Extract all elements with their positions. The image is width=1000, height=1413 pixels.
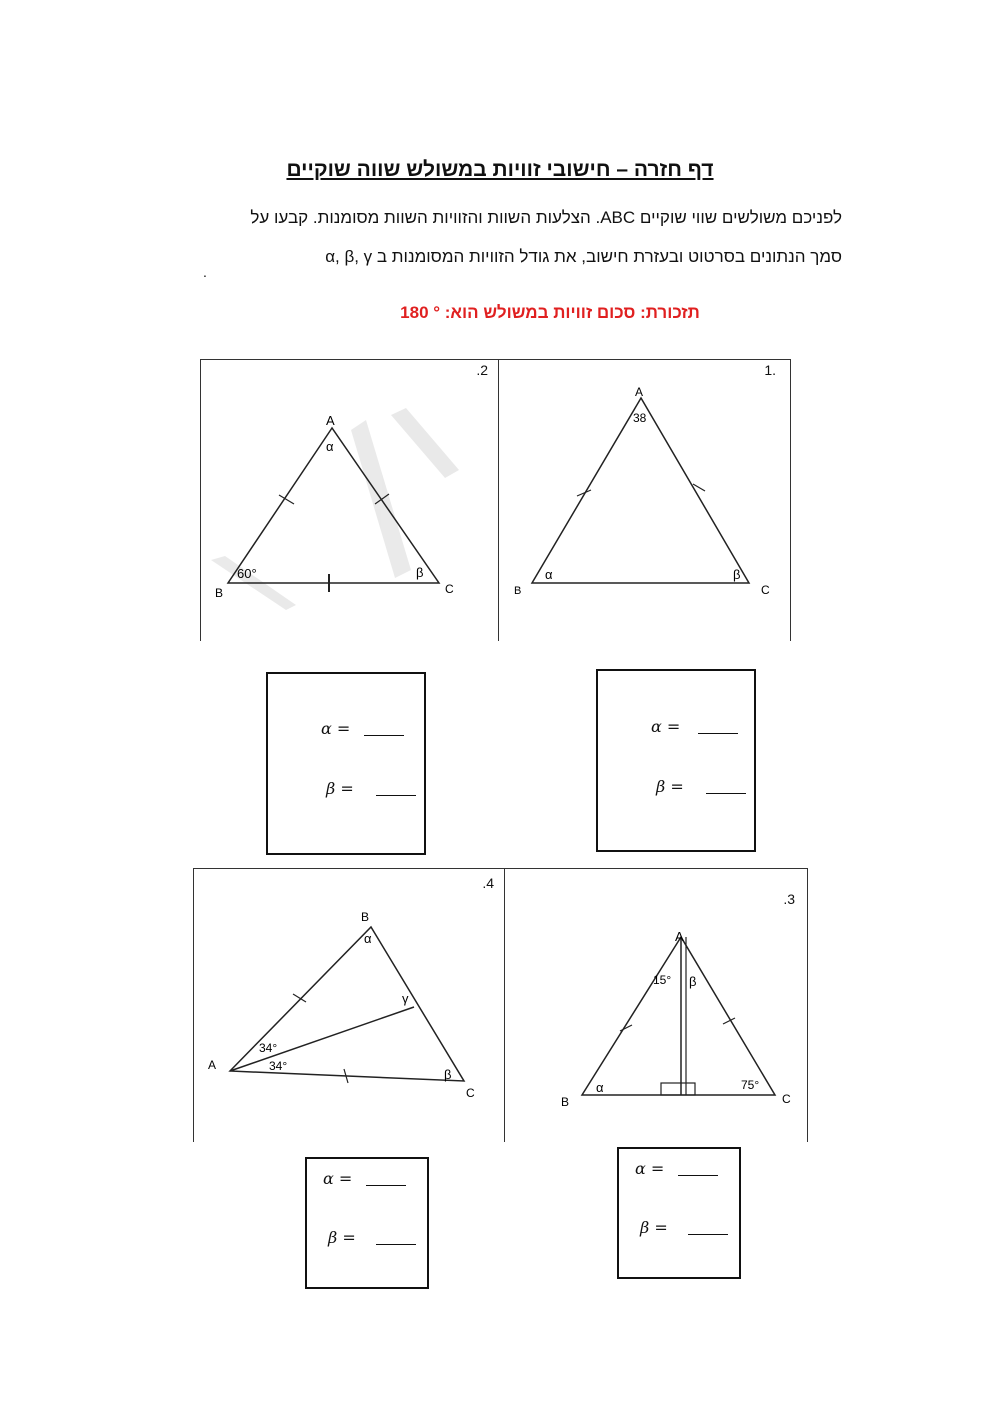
problem-3-answer-box[interactable] (617, 1147, 741, 1279)
beta-label: β = (640, 1218, 668, 1237)
vertex-b-label: B (514, 585, 522, 597)
alpha-blank[interactable] (364, 734, 404, 736)
problem-4-diagram (194, 869, 506, 1143)
vertex-b-label: B (361, 910, 370, 924)
vertex-a-label: A (635, 385, 644, 399)
beta-label: β = (328, 1228, 356, 1247)
left-angle-label: α (545, 567, 553, 582)
problem-3-panel (504, 868, 808, 1142)
beta-blank[interactable] (376, 1243, 416, 1245)
apex-angle-label: 38 (633, 411, 647, 425)
vertex-c-label: C (782, 1092, 791, 1106)
problem-1-diagram (499, 360, 792, 642)
reminder-text: תזכורת: סכום זוויות במשולש הוא: ° 180 (400, 303, 700, 322)
problem-4-panel (193, 868, 505, 1142)
vertex-c-label: C (466, 1086, 475, 1100)
problem-4-number: .4 (482, 875, 494, 891)
problem-2-panel (200, 359, 499, 641)
alpha-blank[interactable] (698, 732, 738, 734)
apex-angle-label: α (326, 439, 334, 454)
beta-answer-row[interactable] (328, 1228, 416, 1247)
alpha-answer-row[interactable] (635, 1159, 718, 1178)
gamma-angle-label: γ (402, 991, 409, 1006)
instructions-line-1: לפניכם משולשים שווי שוקיים ABC. הצלעות השוות והזוויות השוות מסומנות. קבעו על (250, 208, 842, 227)
problem-1-answer-box[interactable] (596, 669, 756, 852)
right-angle-label: β (416, 565, 424, 580)
alpha-label: α = (635, 1159, 665, 1178)
c-angle-label: β (444, 1067, 452, 1082)
beta-label: β = (326, 779, 354, 798)
vertex-a-label: A (326, 413, 335, 428)
alpha-answer-row[interactable] (323, 1169, 406, 1188)
vertex-a-label: A (208, 1058, 217, 1072)
alpha-label: α = (651, 717, 681, 736)
problem-3-diagram (505, 869, 809, 1143)
left-angle-label: 60° (237, 566, 257, 581)
beta-answer-row[interactable] (326, 779, 416, 798)
apex-left-angle-label: 15° (653, 973, 672, 987)
lower-34-angle-label: 34° (269, 1059, 288, 1073)
beta-answer-row[interactable] (640, 1218, 728, 1237)
problem-3-number: .3 (783, 891, 795, 907)
alpha-answer-row[interactable] (651, 717, 738, 736)
alpha-label: α = (323, 1169, 353, 1188)
problem-1-number: 1. (764, 362, 776, 378)
stray-dot: . (203, 264, 207, 280)
vertex-c-label: C (761, 583, 770, 597)
beta-answer-row[interactable] (656, 777, 746, 796)
problem-4-answer-box[interactable] (305, 1157, 429, 1289)
problem-2-diagram (201, 360, 500, 642)
b-angle-label: α (364, 931, 372, 946)
beta-blank[interactable] (706, 792, 746, 794)
worksheet-title: דף חזרה – חישובי זוויות במשולש שווה שוקיים (286, 158, 714, 181)
alpha-blank[interactable] (678, 1174, 718, 1176)
right-angle-label: β (733, 567, 741, 582)
beta-blank[interactable] (376, 794, 416, 796)
left-angle-label: α (596, 1080, 604, 1095)
instructions-line-2: סמך הנתונים בסרטוט ובעזרת חישוב, את גודל הזוויות המסומנות ב α, β, γ (325, 247, 842, 266)
alpha-label: α = (321, 719, 351, 738)
vertex-b-label: B (215, 586, 224, 600)
beta-label: β = (656, 777, 684, 796)
vertex-a-label: A (675, 929, 684, 944)
problem-2-number: .2 (476, 362, 488, 378)
problem-2-answer-box[interactable] (266, 672, 426, 855)
alpha-answer-row[interactable] (321, 719, 404, 738)
right-angle-label: 75° (741, 1078, 760, 1092)
vertex-c-label: C (445, 582, 454, 596)
problem-1-panel (498, 359, 791, 641)
upper-34-angle-label: 34° (259, 1041, 278, 1055)
apex-right-angle-label: β (689, 974, 697, 989)
vertex-b-label: B (561, 1095, 570, 1109)
beta-blank[interactable] (688, 1233, 728, 1235)
alpha-blank[interactable] (366, 1184, 406, 1186)
